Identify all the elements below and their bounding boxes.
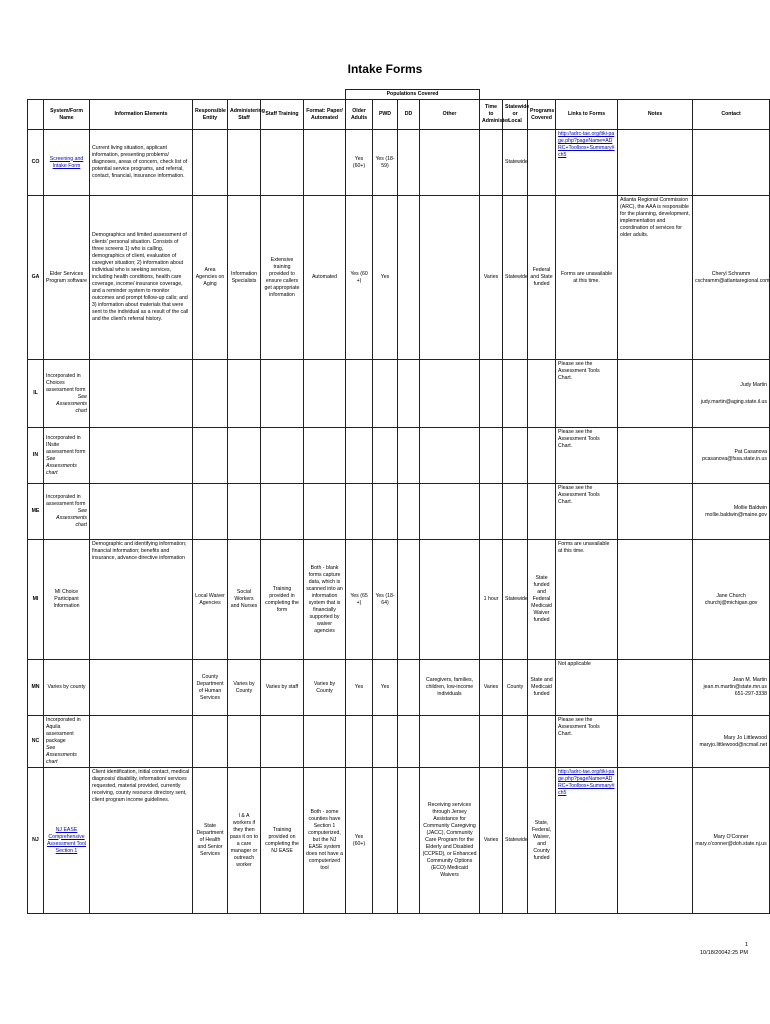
pwd: Yes [373, 660, 398, 716]
header-administering-staff: Administering Staff [228, 100, 261, 130]
time-to-administer: Varies [480, 768, 503, 914]
programs-covered: State and Medicaid funded [528, 660, 556, 716]
responsible-entity: Local Waiver Agencies [193, 540, 228, 660]
contact: Jane Church churchj@michigan.gov [693, 540, 770, 660]
responsible-entity [193, 130, 228, 196]
info-elements: Current living situation, applicant information, presenting problems/ diagnoses, areas of concern, check list of potential service programs, and referral, contact, financial, insurance information. [90, 130, 193, 196]
programs-covered: State funded and Federal Medicaid Waiver funded [528, 540, 556, 660]
pwd: Yes [373, 196, 398, 360]
form-name: Varies by county [44, 660, 90, 716]
see-assessments-note: See Assessments chart [46, 455, 77, 476]
statewide-or-local: County [503, 660, 528, 716]
contact-name: Mollie Baldwin [733, 504, 768, 511]
page-title: Intake Forms [347, 62, 423, 76]
see-assessments-note: See Assessments chart [46, 745, 77, 765]
header-dd: DD [398, 100, 420, 130]
contact-email: pcasanova@fssa.state.in.us [702, 455, 768, 462]
other: Receiving services through Jersey Assistance for Community Caregiving (JACC), Community Care Program for the Elderly and Disabled (CCPED), or Enhanced Community Options (ECO) Medicaid Waivers [420, 768, 480, 914]
dd [398, 130, 420, 196]
state-code: MI [28, 540, 44, 660]
form-name-link[interactable]: Screening and Intake Form [49, 155, 84, 169]
state-code: CO [28, 130, 44, 196]
header-information-elements: Information Elements [90, 100, 193, 130]
dd [398, 540, 420, 660]
table-row [28, 768, 770, 914]
state-code: MN [28, 660, 44, 716]
contact-email: mollie.baldwin@maine.gov [705, 511, 768, 518]
state-code: NJ [28, 768, 44, 914]
format: Varies by County [304, 660, 346, 716]
contact: Jean M. Martin jean.m.martin@state.mn.us 651-297-3338 [693, 660, 770, 716]
contact: Cheryl Schramm cschramm@atlantaregional.com [693, 196, 770, 360]
contact: Mary O'Conner mary.o'conner@doh.state.nj.us [693, 768, 770, 914]
staff-training: Training provided in completing the form [261, 540, 304, 660]
state-code: GA [28, 196, 44, 360]
header-contact: Contact [693, 100, 770, 130]
table-row [28, 130, 770, 196]
contact-name: Judy Martin [740, 381, 768, 388]
older-adults: Yes (60 +) [346, 196, 373, 360]
form-name: Incorporated in assessment form [46, 494, 86, 507]
other [420, 130, 480, 196]
format: Automated [304, 196, 346, 360]
state-code: IL [28, 360, 44, 428]
responsible-entity: County Department of Human Services [193, 660, 228, 716]
format: Both - blank forms capture data, which is scanned into an information system that is financially supported by waiver agencies [304, 540, 346, 660]
time-to-administer: Varies [480, 196, 503, 360]
state-code: IN [28, 428, 44, 484]
see-assessments-note: See Assessments chart [56, 508, 87, 528]
contact-email: judy.martin@aging.state.il.us [700, 398, 768, 405]
staff-training: Extensive training provided to ensure callers get appropriate information [261, 196, 304, 360]
header-format: Format: Paper/ Automated [304, 100, 346, 130]
header-row-group [28, 90, 770, 100]
info-elements [90, 660, 193, 716]
page-number: 1 [744, 942, 748, 948]
table-row [28, 660, 770, 716]
pwd: Yes (18-59) [373, 130, 398, 196]
form-name: Elder Services Program software [44, 196, 90, 360]
statewide-or-local: Statewide [503, 768, 528, 914]
header-links-to-forms: Links to Forms [556, 100, 618, 130]
time-to-administer: 1 hour [480, 540, 503, 660]
dd [398, 768, 420, 914]
form-name-link[interactable]: NJ EASE Comprehensive Assessment Tool Section 1 [46, 826, 87, 854]
header-older-adults: Older Adults [346, 100, 373, 130]
format [304, 130, 346, 196]
responsible-entity: Area Agencies on Aging [193, 196, 228, 360]
pwd [373, 768, 398, 914]
header-other: Other [420, 100, 480, 130]
contact-name: Mary Jo Littlewood [723, 734, 768, 741]
dd [398, 196, 420, 360]
staff-training: Training provided on completing the NJ EASE [261, 768, 304, 914]
form-link[interactable]: http://adrc-tae.org/tiki-page.php?pageName=ADRC+Toolbox+Summary#ch5 [558, 131, 615, 158]
table-row [28, 360, 770, 428]
header-time-to-administer: Time to Administer [480, 100, 503, 130]
dd [398, 660, 420, 716]
state-code: NC [28, 716, 44, 768]
administering-staff: Social Workers and Nurses [228, 540, 261, 660]
administering-staff [228, 130, 261, 196]
form-name: MI Choice Participant Information [44, 540, 90, 660]
older-adults: Yes (65 +) [346, 540, 373, 660]
form-name: Incorporated in INsite assessment form [46, 434, 86, 455]
responsible-entity: State Department of Health and Senior Services [193, 768, 228, 914]
form-link[interactable]: http://adrc-tae.org/tiki-page.php?pageName=ADRC+Toolbox+Summary#ch5 [558, 769, 615, 796]
header-programs-covered: Programs Covered [528, 100, 556, 130]
form-link: Please see the Assessment Tools Chart. [556, 360, 618, 428]
older-adults: Yes (60+) [346, 768, 373, 914]
table-row [28, 716, 770, 768]
staff-training [261, 130, 304, 196]
programs-covered: Federal and State funded [528, 196, 556, 360]
notes [618, 540, 693, 660]
statewide-or-local: Statewide [503, 130, 528, 196]
administering-staff: I & A workers if they then pass it on to a care manager or outreach worker [228, 768, 261, 914]
table-row [28, 484, 770, 540]
state-code: ME [28, 484, 44, 540]
notes [618, 130, 693, 196]
table-row [28, 196, 770, 360]
notes [618, 660, 693, 716]
see-assessments-note: See Assessments chart [56, 393, 87, 414]
intake-forms-table [27, 89, 770, 914]
header-system-form-name: System/Form Name [44, 100, 90, 130]
other [420, 196, 480, 360]
format: Both - some counties have Section 1 computerized, but the NJ EASE system does not have a computerized tool [304, 768, 346, 914]
header-row [28, 100, 770, 130]
time-to-administer: Varies [480, 660, 503, 716]
pwd: Yes (18-64) [373, 540, 398, 660]
notes [618, 768, 693, 914]
header-responsible-entity: Responsible Entity [193, 100, 228, 130]
table-row [28, 540, 770, 660]
form-link: Forms are unavailable at this time. [556, 196, 618, 360]
form-link: Please see the Assessment Tools Chart. [556, 716, 618, 768]
contact-name: Pat Casanova [734, 448, 768, 455]
programs-covered [528, 130, 556, 196]
form-link: Not applicable [556, 660, 618, 716]
info-elements: Demographic and identifying information; financial information; benefits and insurance, advance directive information [90, 540, 193, 660]
print-timestamp: 10/18/20042:25 PM [699, 950, 748, 956]
header-staff-training: Staff Training [261, 100, 304, 130]
older-adults: Yes [346, 660, 373, 716]
header-notes: Notes [618, 100, 693, 130]
time-to-administer [480, 130, 503, 196]
form-link: Forms are unavailable at this time. [556, 540, 618, 660]
form-name: Incorporated in Aquila assessment package [46, 717, 81, 744]
populations-covered-header: Populations Covered [346, 90, 480, 100]
form-link: Please see the Assessment Tools Chart. [556, 428, 618, 484]
contact [693, 130, 770, 196]
page-footer [700, 941, 748, 957]
contact-email: maryjo.littlewood@ncmail.net [699, 741, 768, 748]
older-adults: Yes (60+) [346, 130, 373, 196]
header-statewide-or-local: Statewide or Local [503, 100, 528, 130]
notes: Atlanta Regional Commission (ARC), the AAA is responsible for the planning, development, implementation and coordination of services for older adults. [618, 196, 693, 360]
info-elements: Demographics and limited assessment of clients' personal situation. Consists of three screens 1) who is calling, demographics of client, evaluation of caregiver situation; 2) information about individual who is seeking services, including health conditions, health care coverage, income/ insurance coverage, and a reminder system to monitor outcomes and prompt follow-up calls; and 3) information about materials that were sent to the individual as a result of the call and the client's referral history. [90, 196, 193, 360]
programs-covered: State, Federal, Waiver, and County funded [528, 768, 556, 914]
statewide-or-local: Statewide [503, 540, 528, 660]
other: Caregivers, families, children, low-income individuals [420, 660, 480, 716]
table-row [28, 428, 770, 484]
staff-training: Varies by staff [261, 660, 304, 716]
administering-staff: Information Specialists [228, 196, 261, 360]
header-pwd: PWD [373, 100, 398, 130]
statewide-or-local: Statewide [503, 196, 528, 360]
other [420, 540, 480, 660]
administering-staff: Varies by County [228, 660, 261, 716]
info-elements: Client identification, initial contact, medical diagnosis/ disability, information/ services requested, material provided, currently receiving, county resource directory sent, client program income guidelines. [90, 768, 193, 914]
form-name: Incorporated in Choices assessment form [46, 372, 86, 393]
form-link: Please see the Assessment Tools Chart. [556, 484, 618, 540]
